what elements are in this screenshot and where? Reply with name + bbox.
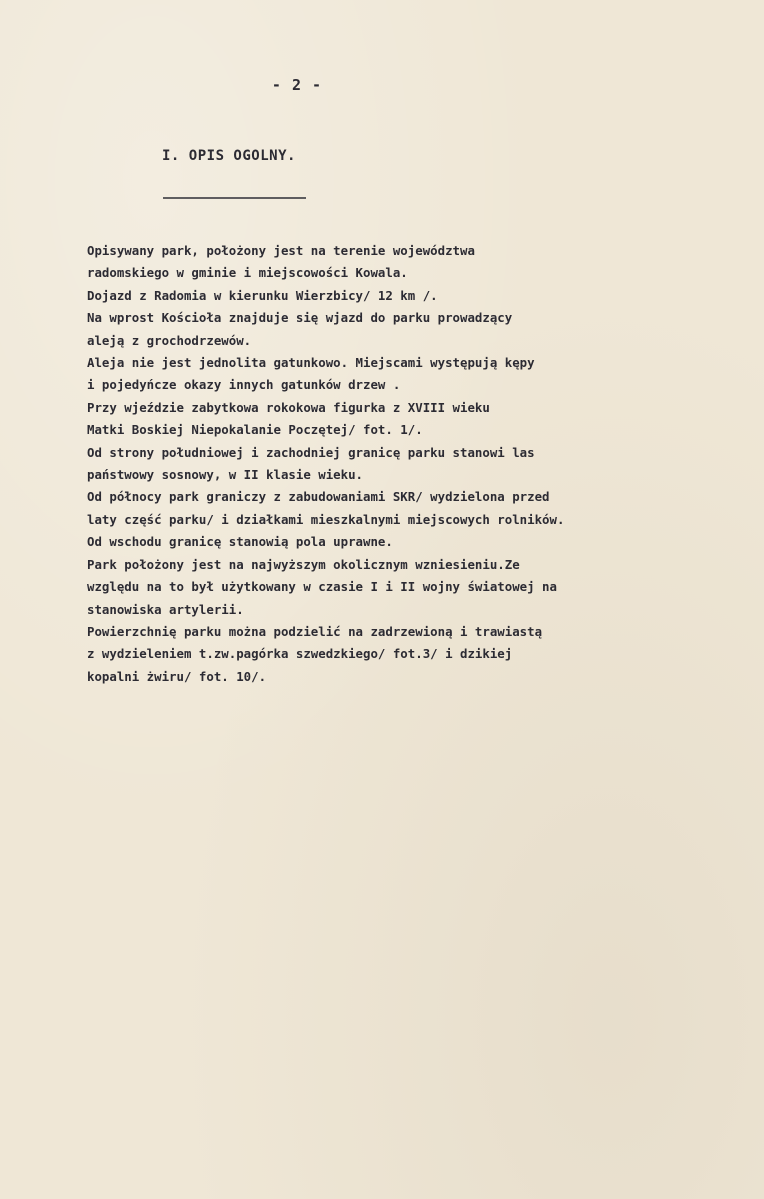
body-line: Opisywany park, położony jest na terenie województwa (87, 243, 475, 258)
body-line: Matki Boskiej Niepokalanie Poczętej/ fot. 1/. (87, 422, 423, 438)
body-line: kopalni żwiru/ fot. 10/. (87, 668, 267, 684)
section-title: I. OPIS OGOLNY. (162, 148, 296, 164)
body-line: Powierzchnię parku można podzielić na zadrzewioną i trawiastą (87, 623, 543, 639)
body-line: aleją z grochodrzewów. (87, 332, 252, 348)
title-underline (163, 197, 306, 199)
body-line: Od strony południowej i zachodniej granicę parku stanowi las (87, 444, 535, 460)
body-text (87, 240, 727, 688)
body-line: Na wprost Kościoła znajduje się wjazd do parku prowadzący (87, 310, 513, 326)
body-line: Od północy park graniczy z zabudowaniami SKR/ wydzielona przed (87, 489, 550, 505)
body-line: i pojedyńcze okazy innych gatunków drzew . (87, 377, 401, 393)
body-line: laty część parku/ i działkami mieszkalnymi miejscowych rolników. (87, 511, 565, 527)
body-line: z wydzieleniem t.zw.pagórka szwedzkiego/ fot.3/ i dzikiej (87, 646, 513, 662)
body-line: Przy wjeździe zabytkowa rokokowa figurka z XVIII wieku (87, 399, 490, 415)
body-line: radomskiego w gminie i miejscowości Kowala. (87, 265, 408, 281)
body-line: Park położony jest na najwyższym okolicznym wzniesieniu.Ze (87, 556, 520, 572)
page-number: - 2 - (271, 76, 323, 94)
body-line: względu na to był użytkowany w czasie I i II wojny światowej na (87, 579, 557, 595)
body-line: Aleja nie jest jednolita gatunkowo. Miejscami występują kępy (87, 355, 535, 371)
body-line: Dojazd z Radomia w kierunku Wierzbicy/ 12 km /. (87, 287, 438, 303)
body-line: państwowy sosnowy, w II klasie wieku. (87, 467, 364, 483)
body-line: Od wschodu granicę stanowią pola uprawne. (87, 534, 393, 550)
body-line: stanowiska artylerii. (87, 601, 244, 617)
